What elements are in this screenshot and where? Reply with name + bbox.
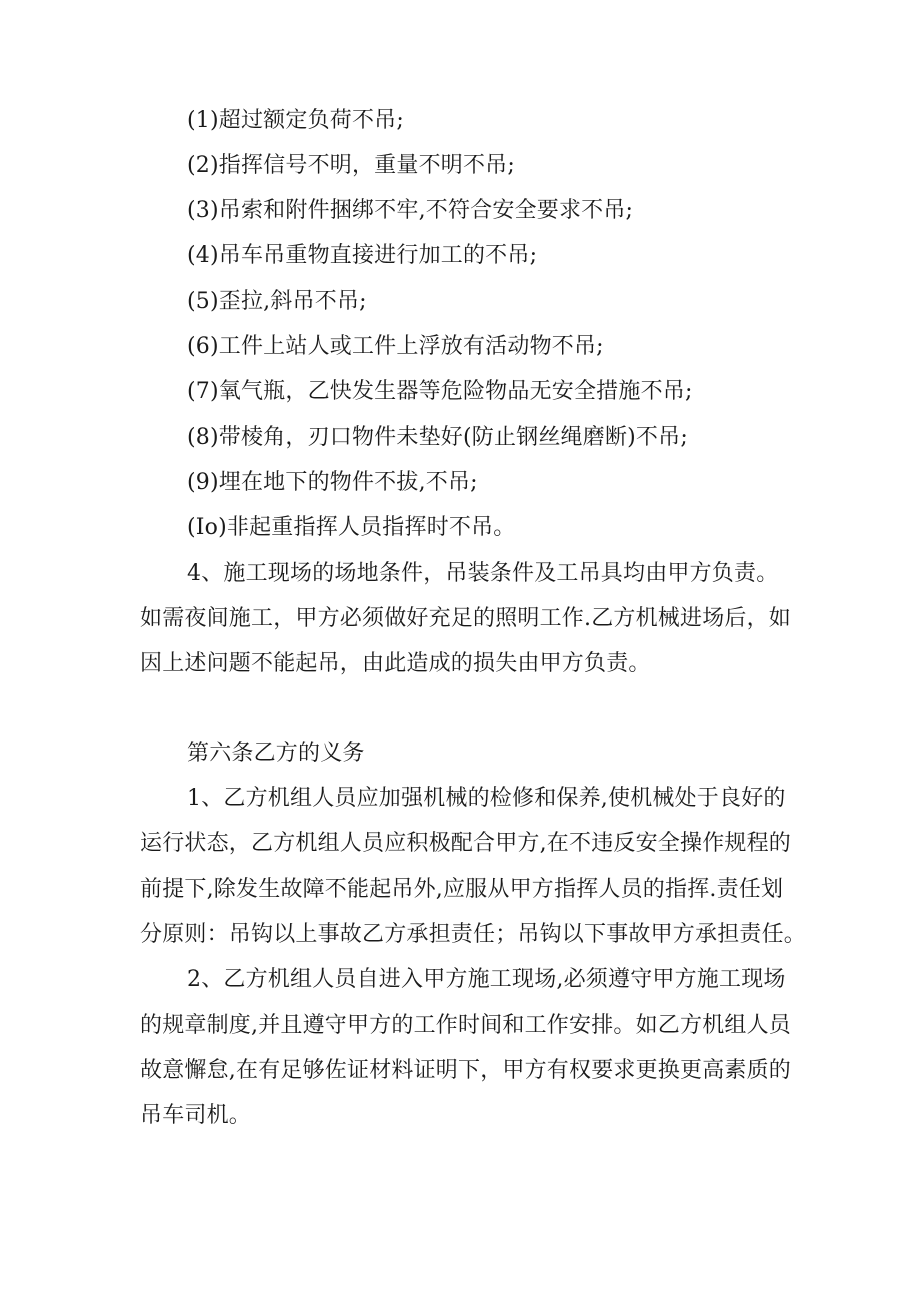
list-item: (1)超过额定负荷不吊; (187, 108, 404, 133)
list-item: (2)指挥信号不明，重量不明不吊; (187, 153, 515, 178)
paragraph-line: 因上述问题不能起吊，由此造成的损失由甲方负责。 (140, 651, 651, 676)
section-title: 第六条乙方的义务 (187, 741, 365, 766)
paragraph-line: 分原则：吊钩以上事故乙方承担责任；吊钩以下事故甲方承担责任。 (140, 922, 807, 947)
paragraph-line: 故意懈怠,在有足够佐证材料证明下，甲方有权要求更换更高素质的 (140, 1058, 791, 1083)
paragraph-line: 前提下,除发生故障不能起吊外,应服从甲方指挥人员的指挥.责任划 (140, 877, 784, 902)
paragraph-line: 2、乙方机组人员自进入甲方施工现场,必须遵守甲方施工现场 (187, 967, 786, 992)
list-item: (6)工件上站人或工件上浮放有活动物不吊; (187, 334, 604, 359)
list-item: (3)吊索和附件捆绑不牢,不符合安全要求不吊; (187, 198, 634, 223)
paragraph-line: 的规章制度,并且遵守甲方的工作时间和工作安排。如乙方机组人员 (140, 1013, 791, 1038)
list-item: (8)带棱角，刃口物件未垫好(防止钢丝绳磨断)不吊; (187, 425, 688, 450)
paragraph-line: 运行状态，乙方机组人员应积极配合甲方,在不违反安全操作规程的 (140, 831, 791, 856)
list-item: (9)埋在地下的物件不拔,不吊; (187, 470, 478, 495)
list-item: (Io)非起重指挥人员指挥时不吊。 (187, 515, 516, 540)
list-item: (7)氧气瓶，乙快发生器等危险物品无安全措施不吊; (187, 379, 693, 404)
list-item: (4)吊车吊重物直接进行加工的不吊; (187, 243, 538, 268)
paragraph-line: 1、乙方机组人员应加强机械的检修和保养,使机械处于良好的 (187, 786, 786, 811)
paragraph-line: 4、施工现场的场地条件，吊装条件及工吊具均由甲方负责。 (187, 561, 779, 586)
paragraph-line: 如需夜间施工，甲方必须做好充足的照明工作.乙方机械进场后，如 (140, 606, 791, 631)
list-item: (5)歪拉,斜吊不吊; (187, 289, 367, 314)
paragraph-line: 吊车司机。 (140, 1103, 252, 1128)
